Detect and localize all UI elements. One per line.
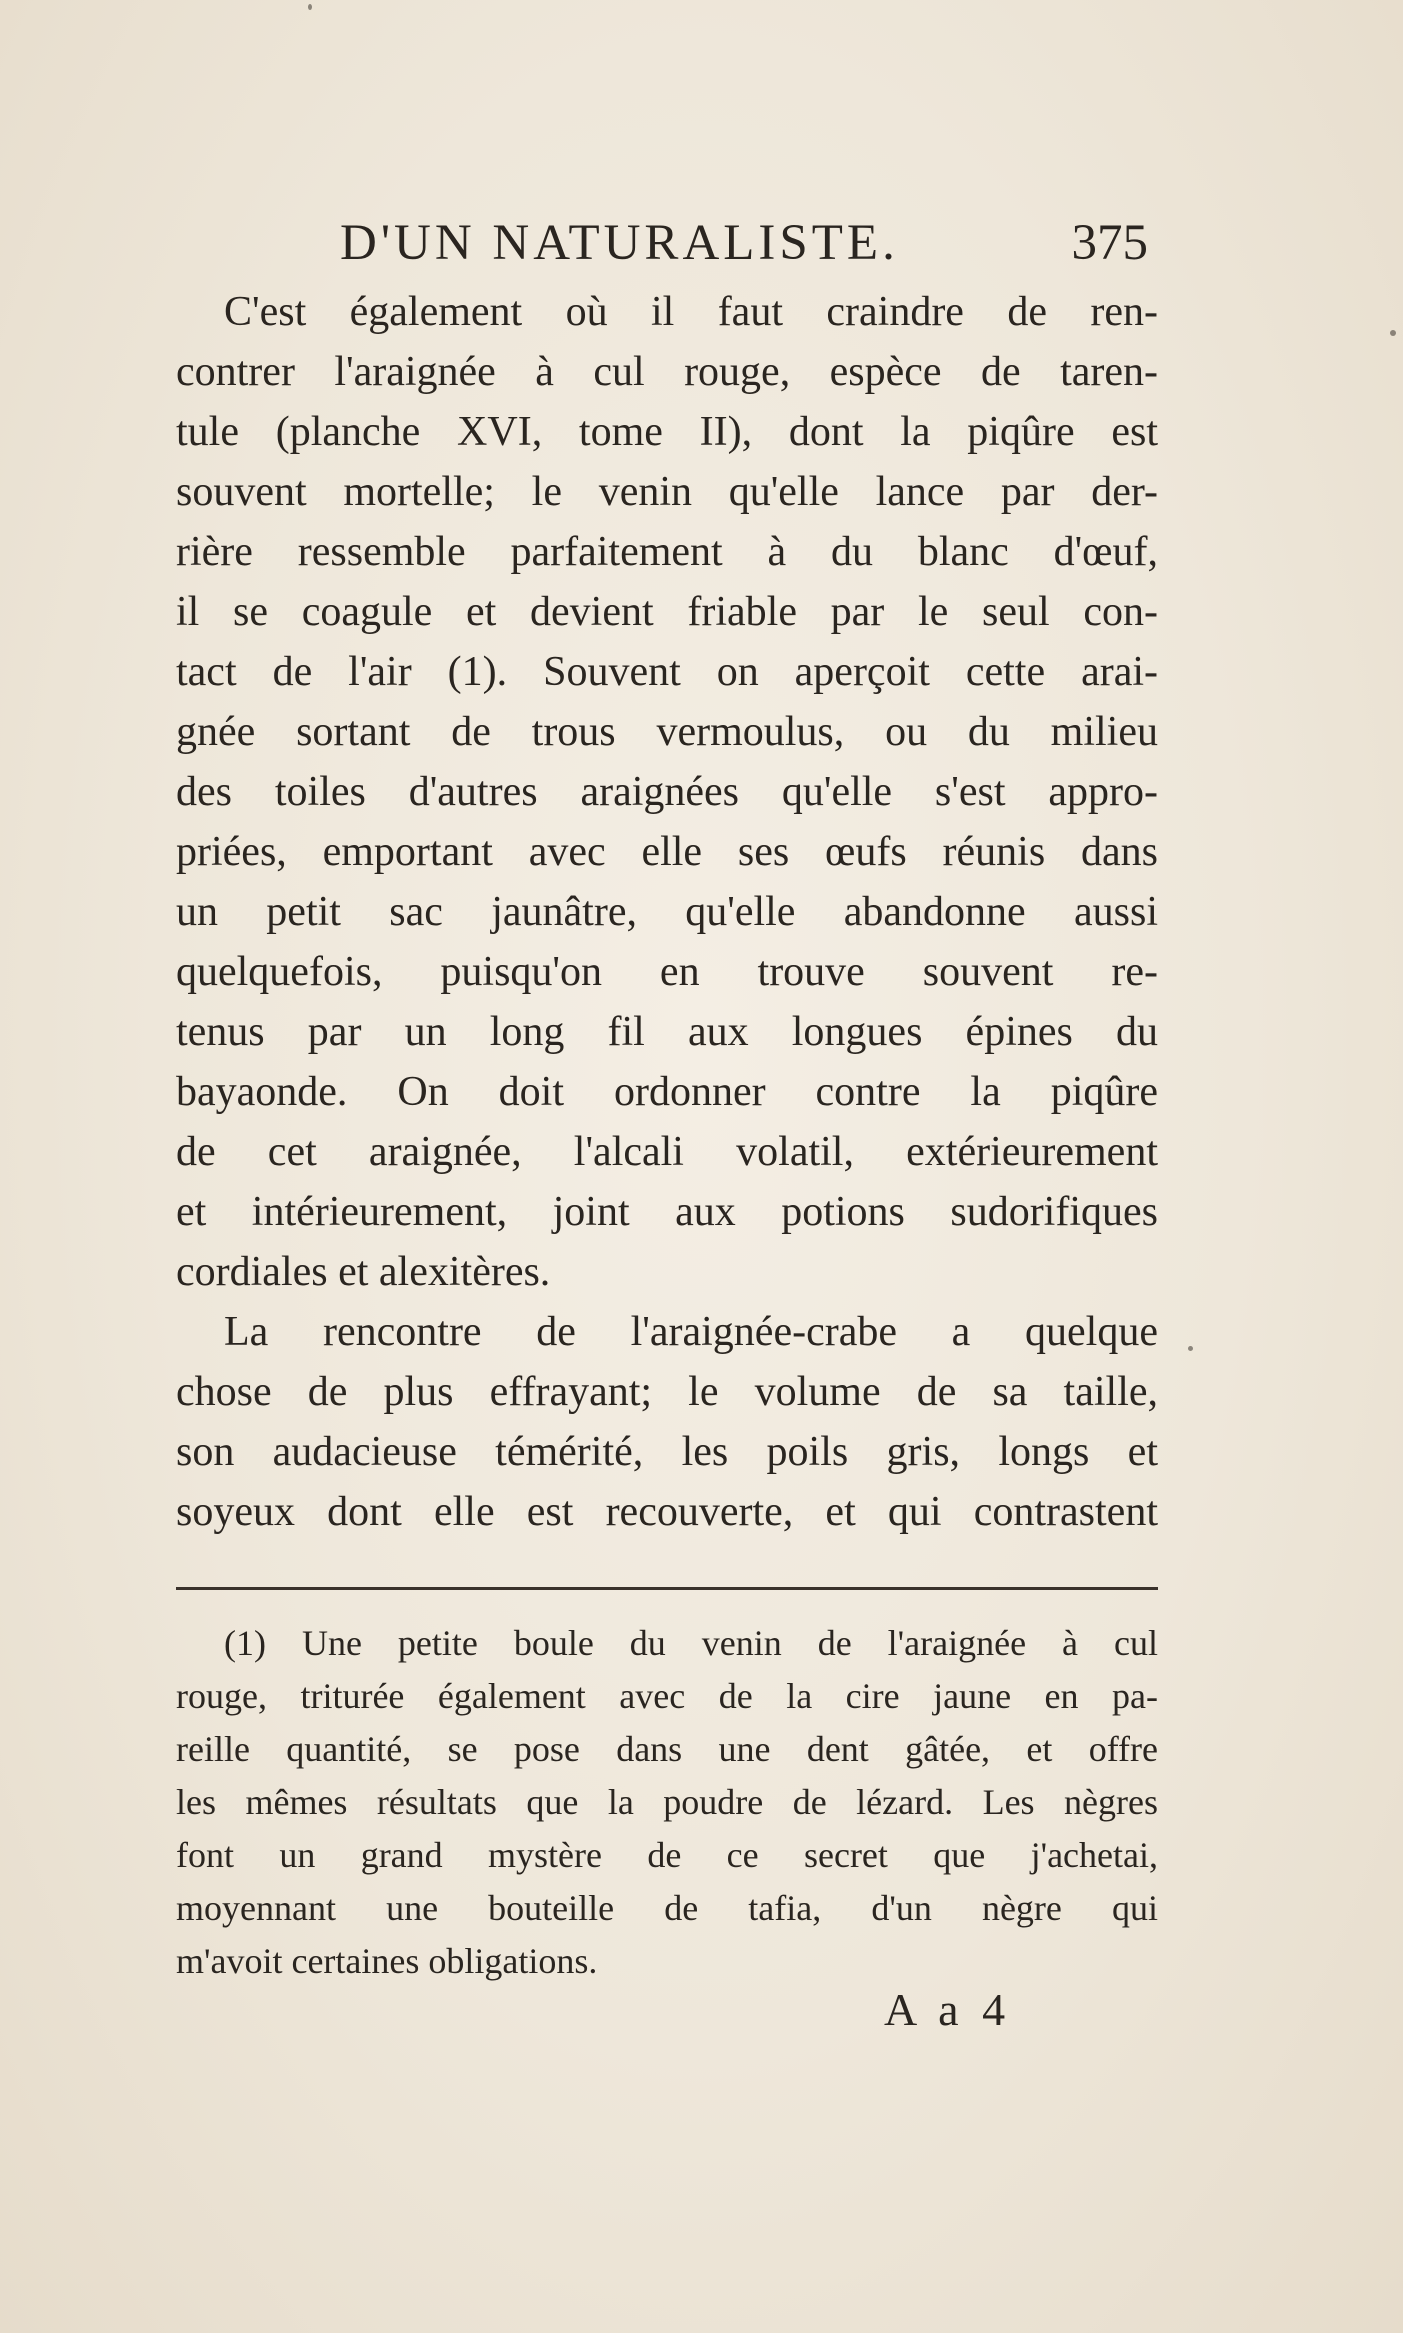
text-line: C'est également où il faut craindre de ren- [224, 289, 1158, 335]
text-line: et intérieurement, joint aux potions sudorifiques [176, 1189, 1158, 1235]
text-line: tule (planche XVI, tome II), dont la piqûre est [176, 409, 1158, 455]
footnote-rule [176, 1587, 1158, 1590]
text-line: souvent mortelle; le venin qu'elle lance par der- [176, 469, 1158, 515]
footnote-line: moyennant une bouteille de tafia, d'un nègre qui [176, 1888, 1158, 1928]
paper-speck [1390, 330, 1396, 336]
paper-speck [1188, 1346, 1193, 1351]
text-line: priées, emportant avec elle ses œufs réunis dans [176, 829, 1158, 875]
text-line: bayaonde. On doit ordonner contre la piqûre [176, 1069, 1158, 1115]
page-header [340, 208, 1148, 278]
page-number: 375 [1071, 215, 1148, 271]
text-line: tenus par un long fil aux longues épines du [176, 1009, 1158, 1055]
text-line: quelquefois, puisqu'on en trouve souvent re- [176, 949, 1158, 995]
signature-mark: A a 4 [884, 1984, 1012, 2035]
text-line: tact de l'air (1). Souvent on aperçoit cette arai- [176, 649, 1158, 695]
footnote-line: reille quantité, se pose dans une dent gâtée, et offre [176, 1729, 1158, 1769]
text-line: il se coagule et devient friable par le seul con- [176, 589, 1158, 635]
footnote-line: (1) Une petite boule du venin de l'araignée à cul [224, 1623, 1158, 1663]
body-text [176, 282, 1158, 1542]
footnote [176, 1617, 1158, 1988]
text-line: rière ressemble parfaitement à du blanc d'œuf, [176, 529, 1158, 575]
footnote-line: m'avoit certaines obligations. [176, 1941, 598, 1981]
footnote-line: rouge, triturée également avec de la cire jaune en pa- [176, 1676, 1158, 1716]
running-head: D'UN NATURALISTE. [340, 215, 899, 271]
text-line: son audacieuse témérité, les poils gris, longs et [176, 1429, 1158, 1475]
text-line: de cet araignée, l'alcali volatil, extérieurement [176, 1129, 1158, 1175]
paper-speck [308, 4, 312, 10]
text-line: cordiales et alexitères. [176, 1249, 551, 1295]
footnote-line: les mêmes résultats que la poudre de lézard. Les nègres [176, 1782, 1158, 1822]
text-line: des toiles d'autres araignées qu'elle s'est appro- [176, 769, 1158, 815]
footnote-line: font un grand mystère de ce secret que j'achetai, [176, 1835, 1158, 1875]
text-line: La rencontre de l'araignée-crabe a quelque [224, 1309, 1158, 1355]
text-line: contrer l'araignée à cul rouge, espèce de taren- [176, 349, 1158, 395]
text-line: soyeux dont elle est recouverte, et qui contrastent [176, 1489, 1158, 1535]
text-line: gnée sortant de trous vermoulus, ou du milieu [176, 709, 1158, 755]
text-line: un petit sac jaunâtre, qu'elle abandonne aussi [176, 889, 1158, 935]
text-line: chose de plus effrayant; le volume de sa taille, [176, 1369, 1158, 1415]
